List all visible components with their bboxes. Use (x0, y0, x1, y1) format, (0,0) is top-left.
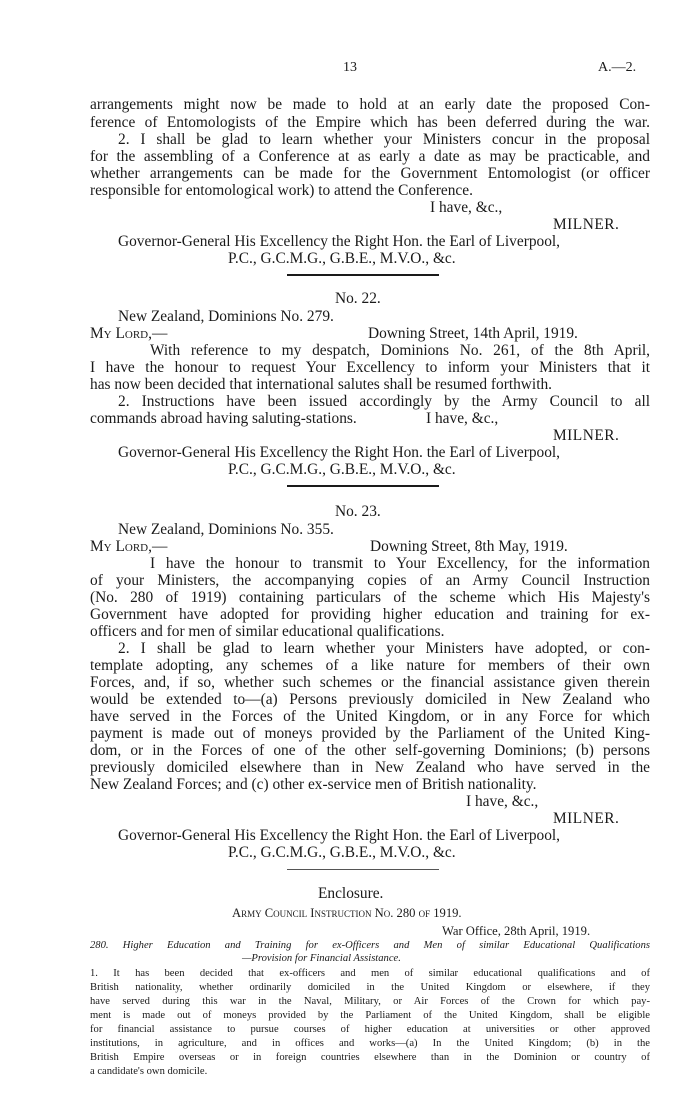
body-line: (No. 280 of 1919) containing particulars of the scheme which His Majesty's (90, 589, 650, 606)
addressee-line: Governor-General His Excellency the Right Hon. the Earl of Liverpool, (118, 233, 561, 250)
body-line: 2. I shall be glad to learn whether your Ministers concur in the proposal (118, 131, 650, 148)
body-line: of your Ministers, the accompanying copies of an Army Council Instruction (90, 572, 650, 589)
enclosure-line: 1. It has been decided that ex-officers and men of similar educational qualifications and of (90, 968, 650, 979)
body-line: 2. Instructions have been issued accordingly by the Army Council to all (118, 393, 650, 410)
section-divider (287, 485, 439, 487)
signature: MILNER. (553, 810, 620, 827)
enclosure-line: have served during this war in the Naval, Military, or Air Forces of the Crown for which pay- (90, 996, 650, 1007)
letter-number: No. 22. (335, 290, 381, 307)
document-reference: A.—2. (598, 60, 637, 75)
body-line: arrangements might now be made to hold at an early date the proposed Con- (90, 96, 650, 113)
addressee-line: Governor-General His Excellency the Right Hon. the Earl of Liverpool, (118, 444, 561, 461)
section-divider (287, 869, 439, 870)
body-line: With reference to my despatch, Dominions No. 261, of the 8th April, (150, 342, 650, 359)
place-date: Downing Street, 8th May, 1919. (370, 538, 568, 555)
body-line: payment is made out of moneys provided by the Parliament of the United King- (90, 725, 650, 742)
body-line: previously domiciled elsewhere than in New Zealand who have served in the (90, 759, 650, 776)
closing: I have, &c., (466, 793, 539, 810)
body-line: 2. I shall be glad to learn whether your Ministers have adopted, or con- (118, 640, 650, 657)
body-line: ference of Entomologists of the Empire which has been deferred during the war. (90, 114, 650, 131)
letter-number: No. 23. (335, 503, 381, 520)
enclosure-line: British nationality, whether ordinarily domiciled in the United Kingdom or elsewhere, if they (90, 982, 650, 993)
body-line: officers and for men of similar educational qualifications. (90, 623, 445, 640)
body-line: Government have adopted for providing higher education and training for ex- (90, 606, 650, 623)
body-line: has now been decided that international salutes shall be resumed forthwith. (90, 376, 553, 393)
enclosure-line: British Empire overseas or in foreign countries elsewhere than in the Dominion or country of (90, 1052, 650, 1063)
page-number: 13 (343, 60, 357, 75)
body-line: whether arrangements can be made for the Government Entomologist (or officer (90, 165, 650, 182)
body-line: would be extended to—(a) Persons previously domiciled in New Zealand who (90, 691, 650, 708)
closing: I have, &c., (430, 199, 503, 216)
closing: I have, &c., (426, 410, 499, 427)
addressee-line: Governor-General His Excellency the Right Hon. the Earl of Liverpool, (118, 827, 561, 844)
addressee-honours: P.C., G.C.M.G., G.B.E., M.V.O., &c. (228, 250, 456, 267)
section-divider (287, 274, 439, 276)
body-line: for the assembling of a Conference at as early a date as may be practicable, and (90, 148, 650, 165)
enclosure-heading: Enclosure. (318, 885, 384, 902)
body-line: commands abroad having saluting-stations. (90, 410, 357, 427)
enclosure-line: institutions, in agriculture, and in offices and works—(a) In the United Kingdom; (b) in the (90, 1038, 650, 1049)
instruction-subject: 280. Higher Education and Training for ex-Officers and Men of similar Educational Qualifications (90, 940, 650, 951)
addressee-honours: P.C., G.C.M.G., G.B.E., M.V.O., &c. (228, 844, 456, 861)
signature: MILNER. (553, 427, 620, 444)
body-line: New Zealand Forces; and (c) other ex-service men of British nationality. (90, 776, 537, 793)
enclosure-line: ment is made out of moneys provided by the Parliament of the United Kingdom, shall be eligible (90, 1010, 650, 1021)
enclosure-line: for financial assistance to pursue courses of higher education at universities or other approved (90, 1024, 650, 1035)
body-line: template adopting, any schemes of a like nature for members of their own (90, 657, 650, 674)
salutation: My Lord,— (90, 538, 168, 555)
addressee-honours: P.C., G.C.M.G., G.B.E., M.V.O., &c. (228, 461, 456, 478)
dominion-reference: New Zealand, Dominions No. 355. (118, 521, 334, 538)
instruction-title: Army Council Instruction No. 280 of 1919. (232, 906, 462, 920)
body-line: have served in the Forces of the United Kingdom, or in any Force for which (90, 708, 650, 725)
enclosure-line: a candidate's own domicile. (90, 1066, 208, 1077)
place-date: Downing Street, 14th April, 1919. (368, 325, 578, 342)
signature: MILNER. (553, 216, 620, 233)
instruction-subject: —Provision for Financial Assistance. (242, 953, 401, 964)
office-date: War Office, 28th April, 1919. (442, 924, 591, 938)
dominion-reference: New Zealand, Dominions No. 279. (118, 308, 334, 325)
salutation: My Lord,— (90, 325, 168, 342)
body-line: I have the honour to transmit to Your Excellency, for the information (150, 555, 650, 572)
body-line: responsible for entomological work) to attend the Conference. (90, 182, 473, 199)
body-line: dom, or in the Forces of one of the other self-governing Dominions; (b) persons (90, 742, 650, 759)
body-line: I have the honour to request Your Excellency to inform your Ministers that it (90, 359, 650, 376)
body-line: Forces, and, if so, whether such schemes or the financial assistance given therein (90, 674, 650, 691)
